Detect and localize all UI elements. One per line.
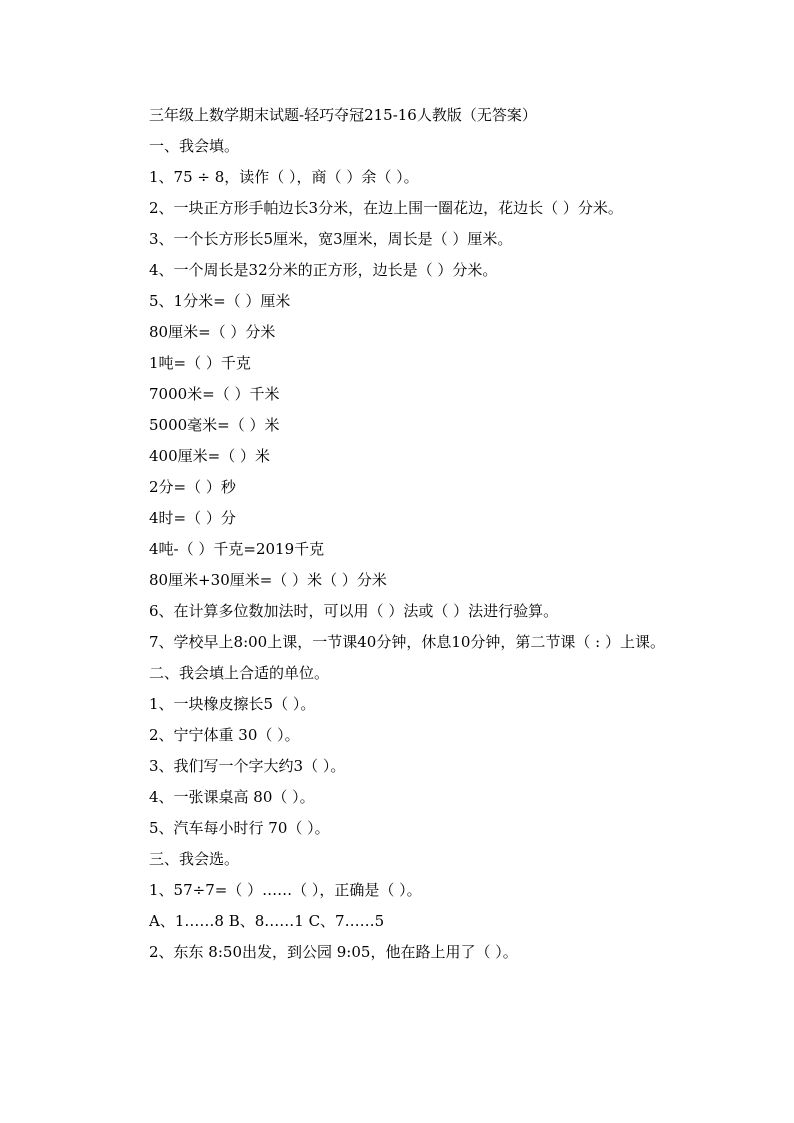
section-3-heading: 三、我会选。 — [149, 850, 240, 868]
question-1-5-part: 80厘米=（ ）分米 — [149, 323, 276, 341]
question-1-1: 1、75 ÷ 8，读作（ ），商（ ）余（ ）。 — [149, 168, 419, 186]
question-1-5-part: 1吨=（ ）千克 — [149, 354, 251, 372]
question-2-2: 2、宁宁体重 30（ ）。 — [149, 726, 300, 744]
question-3-2: 2、东东 8:50出发，到公园 9:05，他在路上用了（ ）。 — [149, 943, 518, 961]
question-3-1-options: A、1……8 B、8……1 C、7……5 — [149, 912, 385, 930]
question-1-2: 2、一块正方形手帕边长3分米，在边上围一圈花边，花边长（ ）分米。 — [149, 199, 623, 217]
question-2-3: 3、我们写一个字大约3（ ）。 — [149, 757, 346, 775]
question-2-1: 1、一块橡皮擦长5（ ）。 — [149, 695, 316, 713]
question-1-4: 4、一个周长是32分米的正方形，边长是（ ）分米。 — [149, 261, 498, 279]
question-1-5-part: 80厘米+30厘米=（ ）米（ ）分米 — [149, 571, 387, 589]
section-1-heading: 一、我会填。 — [149, 137, 240, 155]
question-1-5-part: 7000米=（ ）千米 — [149, 385, 280, 403]
question-1-6: 6、在计算多位数加法时，可以用（ ）法或（ ）法进行验算。 — [149, 602, 559, 620]
question-2-5: 5、汽车每小时行 70（ ）。 — [149, 819, 330, 837]
question-1-5-part: 4吨-（ ）千克=2019千克 — [149, 540, 325, 558]
question-1-5: 5、1分米=（ ）厘米 — [149, 292, 291, 310]
question-3-1: 1、57÷7=（ ）……（ ），正确是（ ）。 — [149, 881, 422, 899]
section-2-heading: 二、我会填上合适的单位。 — [149, 664, 330, 682]
question-2-4: 4、一张课桌高 80（ ）。 — [149, 788, 315, 806]
question-1-5-part: 400厘米=（ ）米 — [149, 447, 270, 465]
question-1-7: 7、学校早上8:00上课，一节课40分钟，休息10分钟，第二节课（ : ）上课。 — [149, 633, 665, 651]
question-1-5-part: 4时=（ ）分 — [149, 509, 236, 527]
question-1-5-part: 2分=（ ）秒 — [149, 478, 236, 496]
document-title: 三年级上数学期末试题-轻巧夺冠215-16人教版（无答案） — [149, 106, 537, 124]
document-content — [118, 100, 678, 968]
question-1-3: 3、一个长方形长5厘米，宽3厘米，周长是（ ）厘米。 — [149, 230, 513, 248]
question-1-5-part: 5000毫米=（ ）米 — [149, 416, 280, 434]
